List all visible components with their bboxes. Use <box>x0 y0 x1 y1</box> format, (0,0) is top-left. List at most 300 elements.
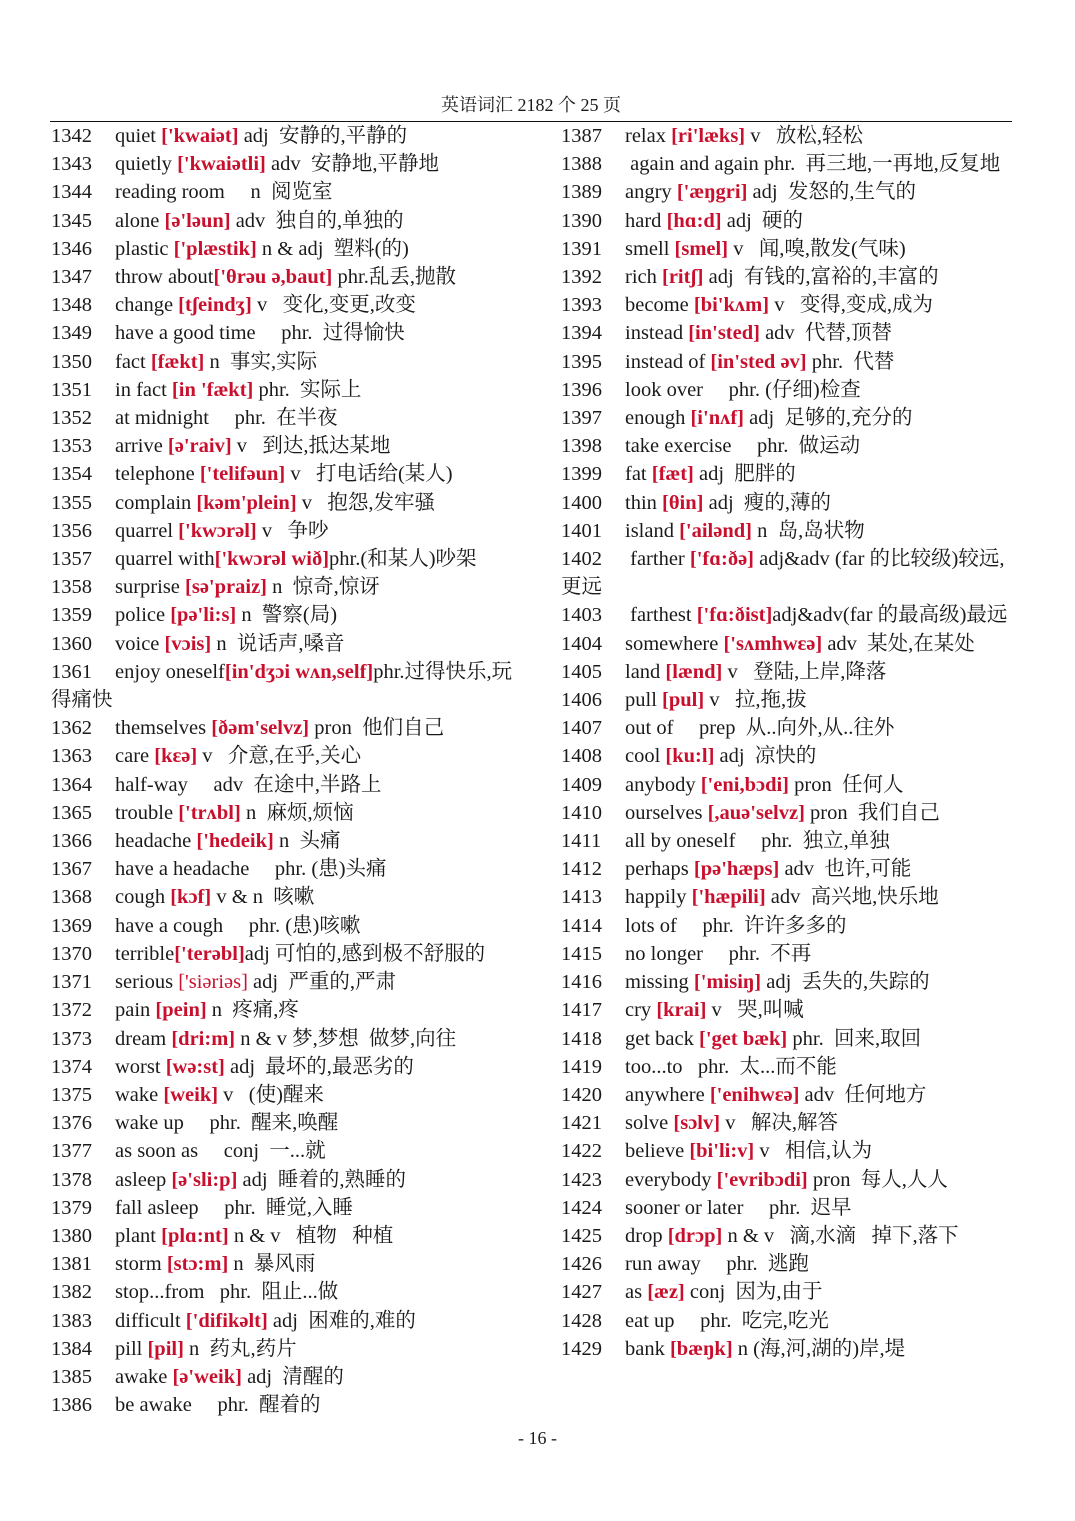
entry-number: 1382 <box>51 1281 92 1304</box>
entry-word: ourselves <box>625 801 708 824</box>
vocab-column-left <box>51 122 521 1419</box>
vocab-entry <box>51 1137 521 1165</box>
entry-phonetic: ['misiŋ] <box>693 971 762 994</box>
vocab-entry <box>51 855 521 883</box>
entry-number: 1392 <box>561 266 602 289</box>
entry-word: drop <box>625 1224 668 1247</box>
entry-word: pain <box>115 999 156 1022</box>
vocab-entry <box>561 263 1016 291</box>
entry-phonetic: [kəm'plein] <box>196 491 297 514</box>
entry-number: 1346 <box>51 237 92 260</box>
page-header: 英语词汇 2182 个 25 页 <box>441 95 621 115</box>
vocab-entry <box>51 1025 521 1053</box>
entry-word: no longer <box>625 942 703 965</box>
vocab-entry <box>51 545 521 573</box>
entry-word: angry <box>625 181 677 204</box>
entry-number: 1423 <box>561 1168 602 1191</box>
entry-definition: adj 睡着的,熟睡的 <box>237 1168 406 1191</box>
entry-definition: adj 困难的,难的 <box>267 1309 416 1332</box>
entry-word: complain <box>115 491 197 514</box>
entry-word: hard <box>625 209 667 232</box>
entry-definition: adj 肥胖的 <box>693 463 796 486</box>
entry-phonetic: [weik] <box>163 1083 219 1106</box>
entry-definition: n 药丸,药片 <box>183 1337 297 1360</box>
entry-number: 1424 <box>561 1196 602 1219</box>
entry-number: 1381 <box>51 1253 92 1276</box>
vocab-entry <box>51 489 521 517</box>
entry-phonetic: [ə'raiv] <box>167 435 232 458</box>
entry-number: 1394 <box>561 322 602 345</box>
vocab-entry <box>561 489 1016 517</box>
vocab-entry <box>51 1081 521 1109</box>
entry-definition: phr. 许许多多的 <box>676 914 847 937</box>
entry-number: 1395 <box>561 350 602 373</box>
entry-word: cool <box>625 745 666 768</box>
vocab-entry <box>51 968 521 996</box>
entry-number: 1374 <box>51 1055 92 1078</box>
entry-definition: n 麻烦,烦恼 <box>240 801 354 824</box>
entry-word: smell <box>625 237 675 260</box>
entry-phonetic: [in'dʒɔi wʌn,self] <box>224 660 374 683</box>
entry-definition: n & v 滴,水滴 掉下,落下 <box>722 1224 959 1247</box>
vocab-entry <box>561 178 1016 206</box>
vocab-entry <box>561 940 1016 968</box>
entry-number: 1386 <box>51 1394 92 1417</box>
entry-word: themselves <box>115 717 212 740</box>
entry-number: 1360 <box>51 632 92 655</box>
entry-number: 1397 <box>561 407 602 430</box>
vocab-entry <box>51 235 521 263</box>
entry-phonetic: [pil] <box>147 1337 184 1360</box>
vocab-entry <box>51 1391 521 1419</box>
entry-phonetic: [pul] <box>662 689 705 712</box>
vocab-entry <box>561 1222 1016 1250</box>
entry-word: plant <box>115 1224 162 1247</box>
entry-phonetic: [hɑ:d] <box>666 209 722 232</box>
entry-word: be awake <box>115 1394 192 1417</box>
entry-number: 1363 <box>51 745 92 768</box>
entry-definition: phr. 代替 <box>806 350 895 373</box>
entry-definition: adj 丢失的,失踪的 <box>761 971 930 994</box>
entry-number: 1414 <box>561 914 602 937</box>
entry-word: in fact <box>115 378 172 401</box>
vocab-entry <box>561 1081 1016 1109</box>
entry-number: 1400 <box>561 491 602 514</box>
vocab-entry <box>561 601 1016 629</box>
entry-definition: v 放松,轻松 <box>745 125 864 147</box>
entry-word: thin <box>625 491 663 514</box>
entry-definition: n 岛,岛状物 <box>752 519 865 542</box>
entry-number: 1358 <box>51 576 92 599</box>
vocab-entry <box>51 771 521 799</box>
entry-number: 1391 <box>561 237 602 260</box>
entry-phonetic: [vɔis] <box>164 632 212 655</box>
entry-number: 1350 <box>51 350 92 373</box>
vocab-entry <box>561 799 1016 827</box>
entry-number: 1404 <box>561 632 602 655</box>
entry-number: 1421 <box>561 1112 602 1135</box>
entry-word: quarrel with <box>115 548 215 571</box>
entry-definition: n 头痛 <box>273 830 341 853</box>
entry-definition: v 哭,叫喊 <box>706 999 804 1022</box>
entry-word: all by oneself <box>625 830 736 853</box>
entry-number: 1366 <box>51 830 92 853</box>
entry-definition: adv 代替,顶替 <box>759 322 893 345</box>
entry-definition: phr. 阻止...做 <box>204 1281 339 1304</box>
vocab-entry <box>51 150 521 178</box>
entry-word: get back <box>625 1027 699 1050</box>
entry-phonetic: ['kwaiətli] <box>177 153 266 176</box>
entry-word: cough <box>115 886 171 909</box>
vocab-entry <box>561 432 1016 460</box>
vocab-entry <box>561 1307 1016 1335</box>
entry-definition: phr. 醒着的 <box>191 1394 321 1417</box>
entry-word: quietly <box>115 153 178 176</box>
vocab-entry <box>561 1250 1016 1278</box>
entry-number: 1343 <box>51 153 92 176</box>
vocab-entry <box>561 1278 1016 1306</box>
entry-definition: adj 凉快的 <box>714 745 817 768</box>
entry-phonetic: [pə'hæps] <box>693 858 780 881</box>
entry-definition: adj&adv (far 的比较级)较远,更远 <box>561 548 1005 599</box>
entry-definition: n 事实,实际 <box>204 350 318 373</box>
entry-number: 1377 <box>51 1140 92 1163</box>
vocab-entry <box>51 1335 521 1363</box>
entry-word: as <box>625 1281 648 1304</box>
vocab-entry <box>51 940 521 968</box>
entry-number: 1408 <box>561 745 602 768</box>
entry-word: pill <box>115 1337 148 1360</box>
entry-word: wake up <box>115 1112 184 1135</box>
entry-word: sooner or later <box>625 1196 744 1219</box>
entry-definition: v 抱怨,发牢骚 <box>296 491 436 514</box>
vocab-entry <box>51 1109 521 1137</box>
entry-definition: v (使)醒来 <box>218 1083 324 1106</box>
entry-definition: v 打电话给(某人) <box>285 463 453 486</box>
entry-number: 1349 <box>51 322 92 345</box>
entry-number: 1383 <box>51 1309 92 1332</box>
entry-word: somewhere <box>625 632 724 655</box>
vocab-entry <box>51 827 521 855</box>
vocab-entry <box>561 291 1016 319</box>
entry-number: 1365 <box>51 801 92 824</box>
entry-number: 1418 <box>561 1027 602 1050</box>
entry-phonetic: ['enihwɛə] <box>709 1083 800 1106</box>
vocab-entry <box>51 291 521 319</box>
entry-word: run away <box>625 1253 701 1276</box>
entry-definition: v 闻,嗅,散发(气味) <box>728 237 906 260</box>
entry-phonetic: [tʃeindʒ] <box>178 294 252 317</box>
vocab-entry <box>561 968 1016 996</box>
vocab-entry <box>51 376 521 404</box>
entry-definition: v 相信,认为 <box>754 1140 873 1163</box>
entry-definition: adj 发怒的,生气的 <box>747 181 916 204</box>
entry-definition: phr. 独立,单独 <box>735 830 890 853</box>
entry-number: 1375 <box>51 1083 92 1106</box>
entry-definition: pron 任何人 <box>789 773 904 796</box>
entry-number: 1373 <box>51 1027 92 1050</box>
entry-definition: phr. 不再 <box>703 942 812 965</box>
vocab-entry <box>51 404 521 432</box>
entry-definition: pron 每人,人人 <box>807 1168 948 1191</box>
vocab-entry <box>51 630 521 658</box>
entry-word: instead of <box>625 350 711 373</box>
entry-definition: v 到达,抵达某地 <box>231 435 391 458</box>
vocab-entry <box>561 912 1016 940</box>
entry-definition: phr.(和某人)吵架 <box>329 548 477 571</box>
entry-number: 1406 <box>561 689 602 712</box>
entry-word: telephone <box>115 463 200 486</box>
entry-word: quiet <box>115 125 162 147</box>
entry-number: 1351 <box>51 378 92 401</box>
entry-definition: v 拉,拖,拔 <box>704 689 807 712</box>
entry-phonetic: ['telifəun] <box>199 463 286 486</box>
entry-definition: phr. 醒来,唤醒 <box>183 1112 339 1135</box>
entry-definition: adv 独自的,单独的 <box>230 209 404 232</box>
entry-word: farther <box>625 548 690 571</box>
vocab-entry <box>51 178 521 206</box>
entry-definition: v 变化,变更,改变 <box>251 294 416 317</box>
vocab-entry <box>51 263 521 291</box>
vocab-entry <box>561 855 1016 883</box>
entry-number: 1412 <box>561 858 602 881</box>
entry-word: anybody <box>625 773 701 796</box>
entry-definition: adj 有钱的,富裕的,丰富的 <box>703 266 939 289</box>
vocab-entry <box>561 883 1016 911</box>
entry-phonetic: [sɔlv] <box>673 1112 721 1135</box>
entry-phonetic: [ritʃ] <box>662 266 704 289</box>
vocab-entry <box>561 545 1016 601</box>
entry-phonetic: ['evribɔdi] <box>716 1168 808 1191</box>
entry-definition: phr. 吃完,吃光 <box>674 1309 829 1332</box>
entry-phonetic: [sə'praiz] <box>185 576 268 599</box>
entry-number: 1417 <box>561 999 602 1022</box>
entry-phonetic: ['plæstik] <box>173 237 257 260</box>
entry-phonetic: [fæt] <box>651 463 694 486</box>
entry-definition: adj 足够的,充分的 <box>744 407 913 430</box>
entry-number: 1357 <box>51 548 92 571</box>
entry-definition: phr. 在半夜 <box>208 407 338 430</box>
entry-word: difficult <box>115 1309 186 1332</box>
entry-number: 1352 <box>51 407 92 430</box>
entry-definition: n & v 植物 种植 <box>228 1224 394 1247</box>
entry-word: change <box>115 294 179 317</box>
entry-definition: n 惊奇,惊讶 <box>267 576 380 599</box>
entry-word: fact <box>115 350 151 373</box>
entry-definition: pron 他们自己 <box>309 717 445 740</box>
entry-number: 1422 <box>561 1140 602 1163</box>
entry-number: 1344 <box>51 181 92 204</box>
vocab-entry <box>51 799 521 827</box>
entry-number: 1362 <box>51 717 92 740</box>
vocab-entry <box>51 742 521 770</box>
vocab-column-right <box>561 122 1016 1363</box>
entry-phonetic: ['ailənd] <box>679 519 752 542</box>
vocab-entry <box>51 658 521 714</box>
entry-word: dream <box>115 1027 172 1050</box>
vocab-entry <box>561 207 1016 235</box>
entry-phonetic: ['θrəu ə,baut] <box>213 266 333 289</box>
entry-phonetic: [wə:st] <box>165 1055 225 1078</box>
vocab-entry <box>51 1194 521 1222</box>
entry-phonetic: [krai] <box>656 999 707 1022</box>
vocab-entry <box>561 376 1016 404</box>
vocab-entry <box>51 1278 521 1306</box>
vocab-entry <box>51 460 521 488</box>
entry-phonetic: ['hedeik] <box>196 830 274 853</box>
entry-phonetic: [bi'li:v] <box>689 1140 755 1163</box>
entry-word: fall asleep <box>115 1196 199 1219</box>
entry-word: island <box>625 519 680 542</box>
entry-number: 1405 <box>561 660 602 683</box>
entry-word: worst <box>115 1055 166 1078</box>
entry-definition: n (海,河,湖的)岸,堤 <box>732 1337 906 1360</box>
page-number: - 16 - <box>518 1428 557 1448</box>
entry-word: bank <box>625 1337 670 1360</box>
vocab-entry <box>51 517 521 545</box>
entry-word: out of <box>625 717 674 740</box>
entry-definition: phr. (患)头痛 <box>249 858 387 881</box>
entry-number: 1398 <box>561 435 602 458</box>
entry-phonetic: [plɑ:nt] <box>161 1224 229 1247</box>
entry-number: 1342 <box>51 125 92 147</box>
vocab-entry <box>51 573 521 601</box>
vocab-entry <box>561 996 1016 1024</box>
entry-definition: n & adj 塑料(的) <box>256 237 409 260</box>
vocab-entry <box>51 207 521 235</box>
vocab-entry <box>561 150 1016 178</box>
entry-phonetic: ['kwaiət] <box>161 125 239 147</box>
entry-number: 1387 <box>561 125 602 147</box>
entry-phonetic: [ə'ləun] <box>164 209 231 232</box>
entry-definition: conj 一...就 <box>198 1140 326 1163</box>
vocab-entry <box>561 1335 1016 1363</box>
entry-definition: phr. 做运动 <box>731 435 861 458</box>
entry-word: cry <box>625 999 657 1022</box>
entry-word: take exercise <box>625 435 732 458</box>
entry-word: throw about <box>115 266 214 289</box>
entry-definition: v 登陆,上岸,降落 <box>722 660 887 683</box>
entry-definition: v 变得,变成,成为 <box>769 294 934 317</box>
entry-word: stop...from <box>115 1281 205 1304</box>
entry-word: instead <box>625 322 689 345</box>
entry-definition: n 疼痛,疼 <box>206 999 299 1022</box>
entry-word: asleep <box>115 1168 172 1191</box>
entry-number: 1353 <box>51 435 92 458</box>
entry-definition: n 暴风雨 <box>228 1253 316 1276</box>
entry-word: surprise <box>115 576 186 599</box>
entry-word: enjoy oneself <box>115 660 225 683</box>
vocab-entry <box>561 771 1016 799</box>
entry-number: 1369 <box>51 914 92 937</box>
entry-number: 1415 <box>561 942 602 965</box>
entry-definition: adv 在途中,半路上 <box>187 773 382 796</box>
entry-number: 1426 <box>561 1253 602 1276</box>
entry-word: rich <box>625 266 662 289</box>
entry-word: fat <box>625 463 652 486</box>
entry-number: 1368 <box>51 886 92 909</box>
entry-number: 1396 <box>561 378 602 401</box>
entry-number: 1411 <box>561 830 602 853</box>
entry-number: 1364 <box>51 773 92 796</box>
vocab-entry <box>561 404 1016 432</box>
entry-phonetic: [ə'sli:p] <box>171 1168 238 1191</box>
entry-definition: v 争吵 <box>256 519 329 542</box>
entry-word: quarrel <box>115 519 179 542</box>
entry-phonetic: ['siəriəs] <box>178 971 248 994</box>
entry-definition: phr. 睡觉,入睡 <box>198 1196 353 1219</box>
entry-definition: adj 瘦的,薄的 <box>703 491 832 514</box>
vocab-entry <box>561 1025 1016 1053</box>
entry-definition: adv 高兴地,快乐地 <box>765 886 939 909</box>
entry-definition: phr. 太...而不能 <box>682 1055 837 1078</box>
entry-number: 1402 <box>561 548 602 571</box>
entry-phonetic: [æz] <box>647 1281 685 1304</box>
entry-word: have a headache <box>115 858 250 881</box>
entry-number: 1372 <box>51 999 92 1022</box>
entry-definition: n 说话声,嗓音 <box>211 632 345 655</box>
entry-word: have a good time <box>115 322 256 345</box>
entry-number: 1371 <box>51 971 92 994</box>
vocab-entry <box>561 517 1016 545</box>
entry-phonetic: [lænd] <box>665 660 723 683</box>
entry-phonetic: [bi'kʌm] <box>693 294 770 317</box>
entry-definition: phr. 逃跑 <box>700 1253 809 1276</box>
entry-word: eat up <box>625 1309 675 1332</box>
entry-definition: phr. 实际上 <box>253 378 362 401</box>
entry-number: 1416 <box>561 971 602 994</box>
entry-phonetic: ['sʌmhwɛə] <box>723 632 823 655</box>
entry-definition: phr. 过得愉快 <box>255 322 405 345</box>
entry-number: 1385 <box>51 1365 92 1388</box>
entry-word: wake <box>115 1083 164 1106</box>
entry-phonetic: [pein] <box>155 999 207 1022</box>
entry-word: police <box>115 604 171 627</box>
entry-word: pull <box>625 689 663 712</box>
entry-word: voice <box>115 632 165 655</box>
entry-number: 1427 <box>561 1281 602 1304</box>
vocab-entry <box>561 460 1016 488</box>
vocab-entry <box>51 319 521 347</box>
entry-definition: phr. (仔细)检查 <box>703 378 861 401</box>
entry-phonetic: ['kwɔrəl wið] <box>214 548 330 571</box>
entry-word: solve <box>625 1112 674 1135</box>
entry-definition: adv 也许,可能 <box>779 858 912 881</box>
entry-word: as soon as <box>115 1140 199 1163</box>
entry-word: too...to <box>625 1055 683 1078</box>
entry-definition: adj 清醒的 <box>241 1365 344 1388</box>
entry-definition: phr. 回来,取回 <box>787 1027 922 1050</box>
entry-number: 1428 <box>561 1309 602 1332</box>
entry-definition: n 阅览室 <box>224 181 333 204</box>
entry-definition: phr. 迟早 <box>743 1196 852 1219</box>
entry-number: 1380 <box>51 1224 92 1247</box>
entry-definition: adj 可怕的,感到极不舒服的 <box>244 942 486 965</box>
entry-number: 1425 <box>561 1224 602 1247</box>
entry-phonetic: [in 'fækt] <box>171 378 254 401</box>
entry-word: care <box>115 745 155 768</box>
entry-number: 1384 <box>51 1337 92 1360</box>
entry-number: 1370 <box>51 942 92 965</box>
entry-number: 1429 <box>561 1337 602 1360</box>
vocab-entry <box>561 1166 1016 1194</box>
entry-phonetic: ['kwɔrəl] <box>178 519 257 542</box>
entry-word: terrible <box>115 942 175 965</box>
entry-phonetic: ['eni,bɔdi] <box>700 773 790 796</box>
entry-word: serious <box>115 971 179 994</box>
entry-number: 1361 <box>51 660 92 683</box>
vocab-entry <box>561 319 1016 347</box>
